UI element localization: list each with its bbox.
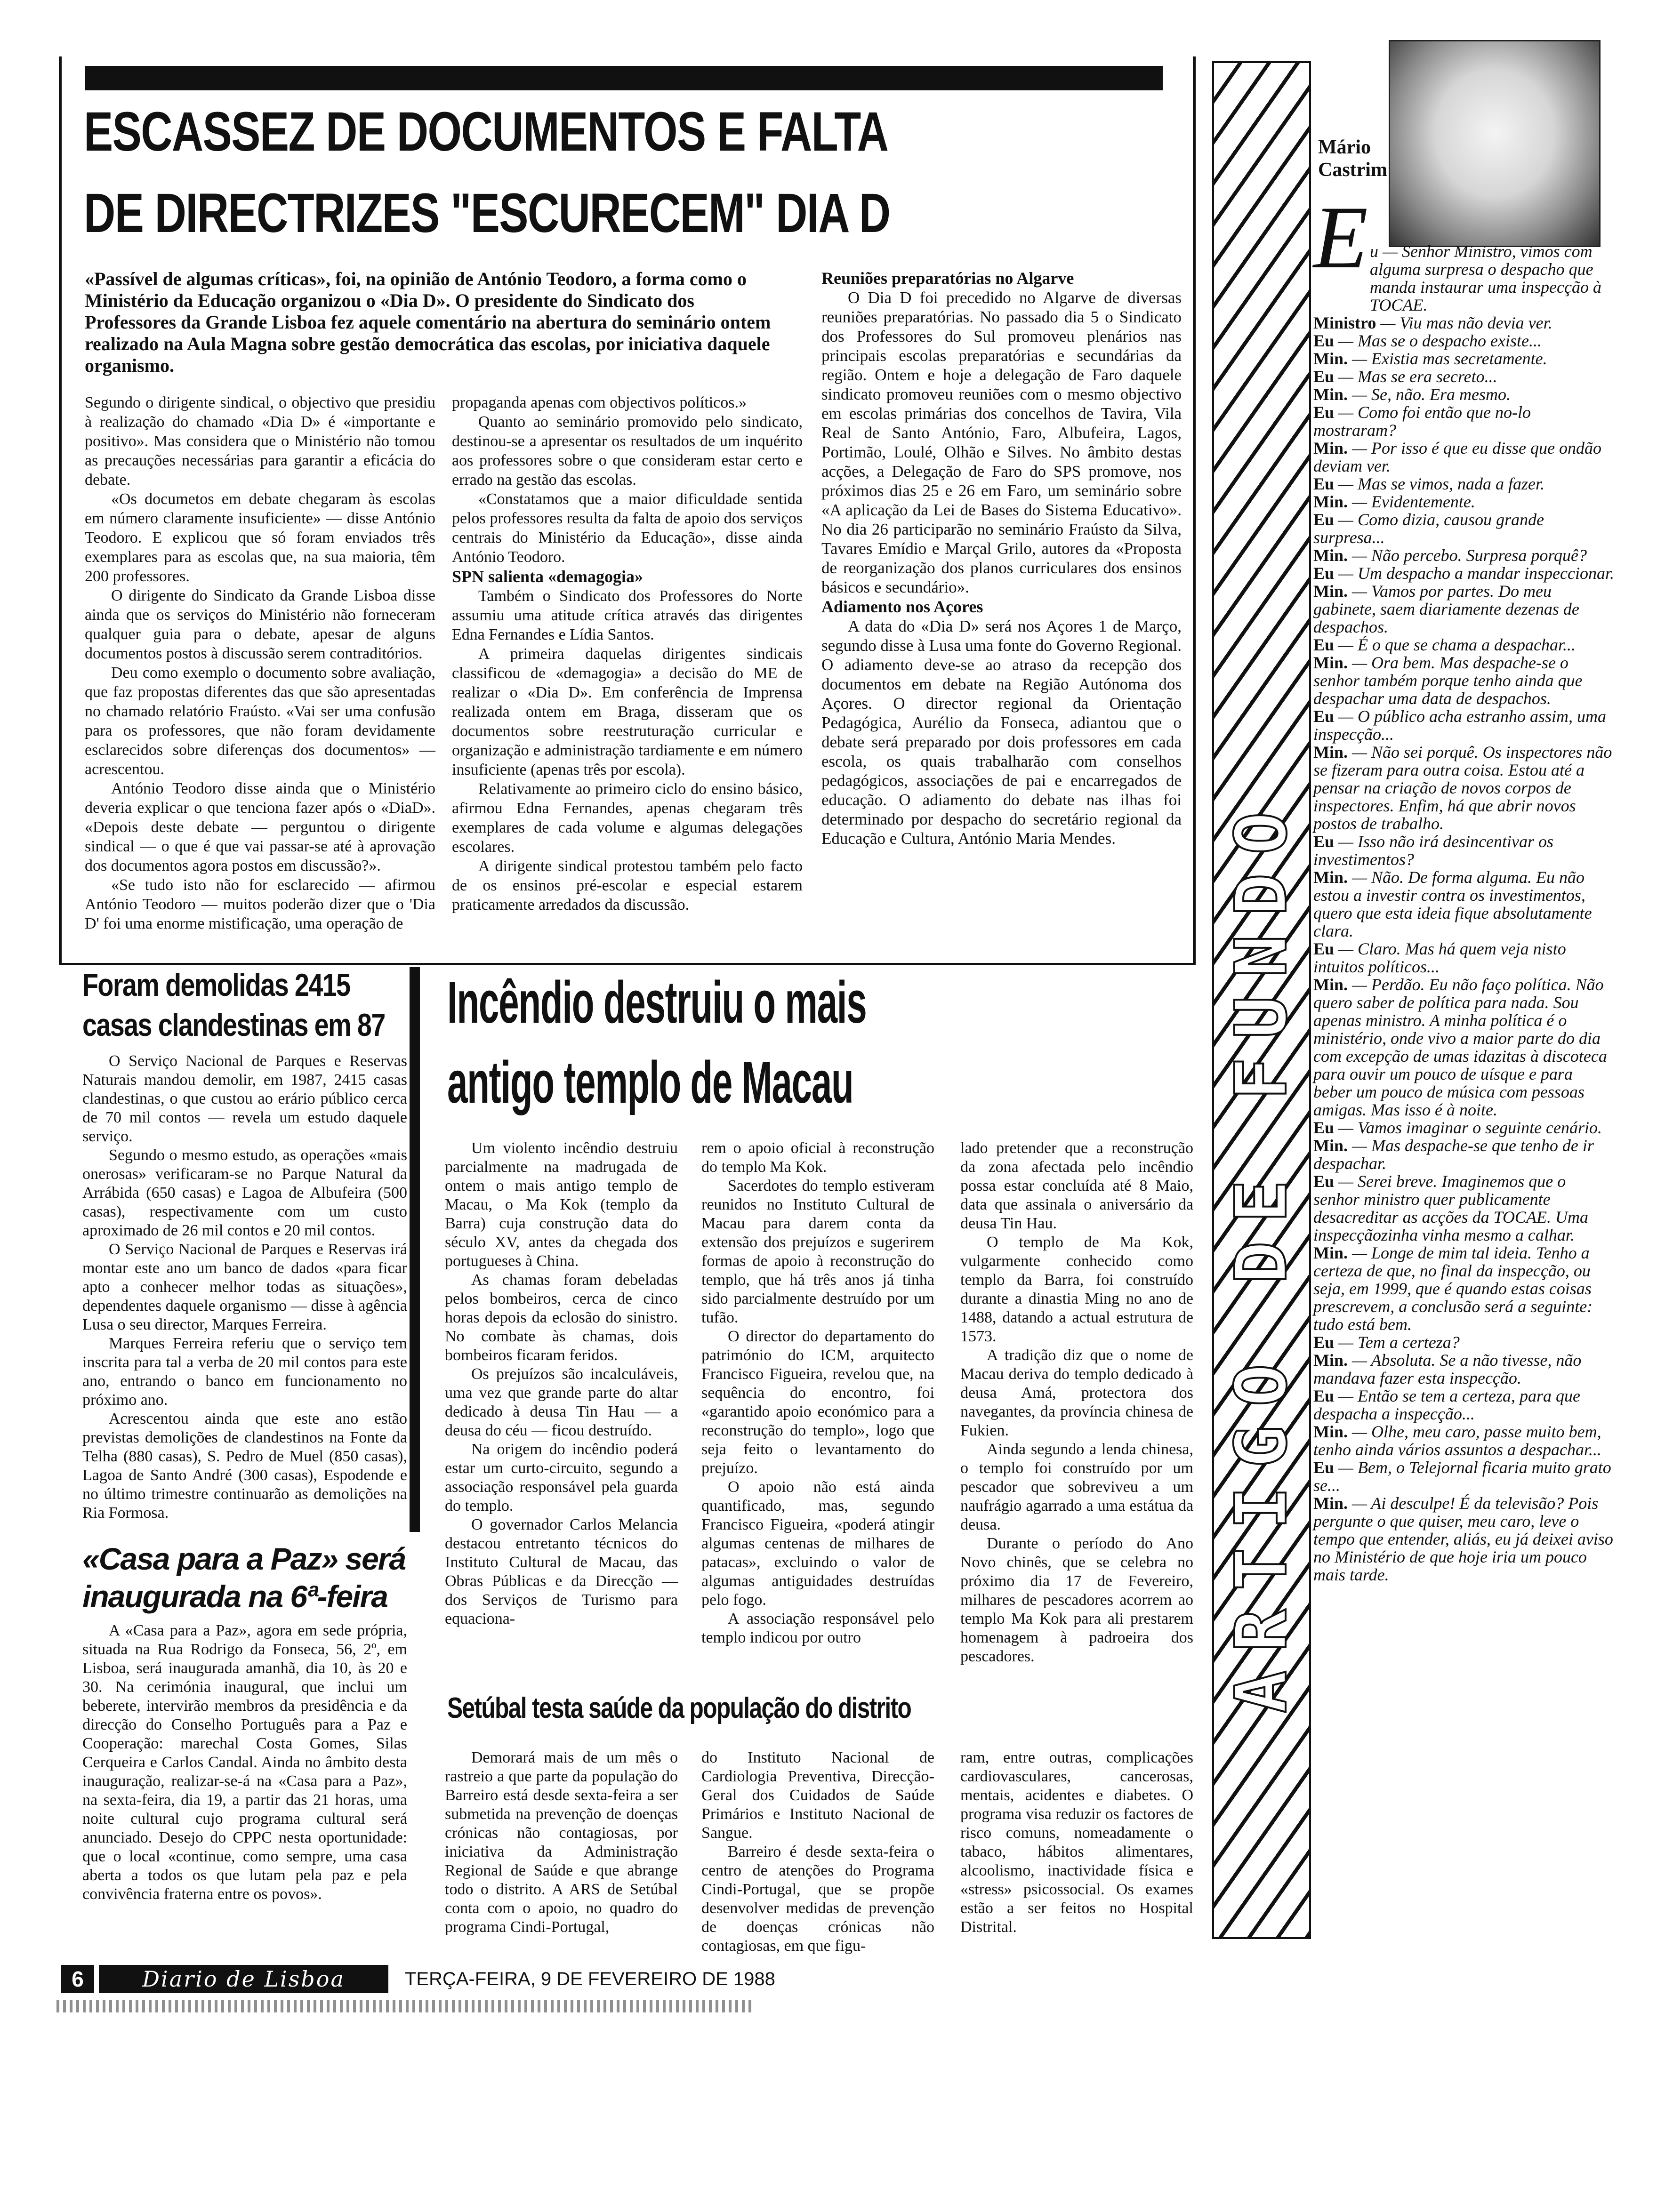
dialogue-line: Eu — Claro. Mas há quem veja nisto intuitos políticos... bbox=[1313, 939, 1566, 976]
paragraph: Um violento incêndio destruiu parcialmente na madrugada de ontem o mais antigo templo de Macau, o Ma Kok (templo da Barra) cuja construção data do século XV, antes da chegada dos portugueses à China. bbox=[445, 1139, 678, 1270]
dialogue-line: Min. — Existia mas secretamente. bbox=[1313, 349, 1547, 368]
paragraph: Sacerdotes do templo estiveram reunidos no Instituto Cultural de Macau para darem conta da extensão dos prejuízos e sugerirem formas de apoio à reconstrução do templo, que há três anos já tinha sido parcialmente destruído por um tufão. bbox=[701, 1177, 934, 1326]
setubal-col-3 bbox=[960, 1748, 1193, 1937]
paragraph: A data do «Dia D» será nos Açores 1 de Março, segundo disse à Lusa uma fonte do Governo Regional. O adiamento deve-se ao atraso da recepção dos documentos em debate na Região Autónoma dos Açores. O director regional da Orientação Pedagógica, Aurélio da Fonseca, adiantou que o debate será preparado por dois professores em cada escola, os quais trabalharão com conselhos pedagógicos, associações de pai e encarregados de educação. O adiamento do debate nas ilhas foi determinado por despacho do secretário regional da Educação e Cultura, António Maria Mendes. bbox=[821, 617, 1182, 848]
dialogue-line: Min. — Absoluta. Se a não tivesse, não mandava fazer esta inspecção. bbox=[1313, 1351, 1582, 1387]
paragraph: propaganda apenas com objectivos políticos.» bbox=[452, 394, 747, 411]
paragraph: Também o Sindicato dos Professores do Norte assumiu uma atitude crítica através das dirigentes Edna Fernandes e Lídia Santos. bbox=[452, 587, 803, 643]
paragraph: As chamas foram debeladas pelos bombeiros, cerca de cinco horas depois da eclosão do sinistro. No combate às chamas, dois bombeiros ficaram feridos. bbox=[445, 1271, 678, 1364]
dialogue-line: Min. — Não sei porquê. Os inspectores não se fizeram para outra coisa. Estou até a pensar na criação de novos corpos de inspectores. Enfim, há que abrir novos postos de trabalho. bbox=[1313, 743, 1612, 833]
dialogue-line: Ministro — Viu mas não devia ver. bbox=[1313, 313, 1552, 332]
artigo-dialogue bbox=[1313, 242, 1615, 1584]
casa-body bbox=[82, 1621, 407, 1904]
paragraph: lado pretender que a reconstrução da zona afectada pelo incêndio possa estar concluída até 8 Maio, data que assinala o aniversário da deusa Tin Hau. bbox=[960, 1139, 1193, 1232]
incendio-headline-line2: antigo templo de Macau bbox=[447, 1049, 853, 1115]
dialogue-line: Eu — Mas se o despacho existe... bbox=[1313, 331, 1542, 350]
author-first-name: Mário bbox=[1318, 136, 1371, 158]
top-col-2 bbox=[452, 393, 803, 914]
paragraph: Segundo o dirigente sindical, o objectivo que presidiu à realização do chamado «Dia D» é «importante e positivo». Mas considera que o Ministério não tomou as precauções necessárias para garantir a eficácia do debate. bbox=[85, 394, 435, 489]
dialogue-line: Min. — Mas despache-se que tenho de ir despachar. bbox=[1313, 1136, 1594, 1173]
masthead: Diario de Lisboa bbox=[99, 1965, 388, 1993]
setubal-headline: Setúbal testa saúde da população do distrito bbox=[447, 1692, 911, 1724]
dialogue-line: Eu — Serei breve. Imaginemos que o senhor ministro quer publicamente desacreditar as acções da TOCAE. Uma inspecçãozinha vinha mesmo a calhar. bbox=[1313, 1172, 1588, 1244]
page-number: 6 bbox=[61, 1965, 94, 1993]
incendio-col-3 bbox=[960, 1139, 1193, 1666]
dialogue-line: Eu — Então se tem a certeza, para que despacha a inspecção... bbox=[1313, 1387, 1580, 1423]
incendio-left-rule bbox=[410, 967, 420, 1532]
paragraph: «Constatamos que a maior dificuldade sentida pelos professores resulta da falta de apoio dos serviços centrais do Ministério da Educação», disse ainda António Teodoro. bbox=[452, 490, 803, 566]
paragraph: ram, entre outras, complicações cardiovasculares, cancerosas, mentais, acidentes e diabetes. O programa visa reduzir os factores de risco comuns, nomeadamente o tabaco, hábitos alimentares, alcoolismo, inactividade física e «stress» psicossocial. Os exames estão a ser feitos no Hospital Distrital. bbox=[960, 1749, 1193, 1936]
paragraph: O dirigente do Sindicato da Grande Lisboa disse ainda que os serviços do Ministério não forneceram qualquer guia para o debate, apesar de alguns documentos postos à discussão serem contraditórios. bbox=[85, 587, 435, 662]
paragraph: Barreiro é desde sexta-feira o centro de atenções do Programa Cindi-Portugal, que se propõe desenvolver medidas de prevenção de doenças crónicas não contagiosas, em que figu- bbox=[701, 1843, 934, 1955]
paragraph: Acrescentou ainda que este ano estão previstas demolições de clandestinos na Fonte da Telha (880 casas), S. Pedro de Muel (850 casas), Lagoa de Santo André (300 casas), Espodende e no último trimestre continuarão as demolições na Ria Formosa. bbox=[82, 1410, 407, 1522]
dialogue-line: Eu — O público acha estranho assim, uma inspecção... bbox=[1313, 707, 1607, 744]
dialogue-line: Eu — Tem a certeza? bbox=[1313, 1333, 1460, 1352]
paragraph: «Os documetos em debate chegaram às escolas em número claramente insuficiente» — disse António Teodoro. E explicou que só foram enviados três exemplares para as escolas que, na sua maioria, têm 200 professores. bbox=[85, 490, 435, 585]
paragraph: Relativamente ao primeiro ciclo do ensino básico, afirmou Edna Fernandes, apenas chegaram três exemplares de cada volume e algumas delegações escolares. bbox=[452, 780, 803, 856]
dialogue-line: Min. — Evidentemente. bbox=[1313, 492, 1475, 511]
paragraph: O governador Carlos Melancia destacou entretanto técnicos do Instituto Cultural de Macau, das Obras Públicas e da Direcção — dos Serviços de Turismo para equaciona- bbox=[445, 1516, 678, 1627]
paragraph: A «Casa para a Paz», agora em sede própria, situada na Rua Rodrigo da Fonseca, 56, 2º, em Lisboa, será inaugurada amanhã, dia 10, às 20 e 30. Na cerimónia inaugural, que inclui um beberete, intervirão membros da presidência e da direcção do Conselho Português para a Paz e Cooperação: marechal Costa Gomes, Silas Cerqueira e Carlos Candal. Ainda no âmbito desta inauguração, realizar-se-á na «Casa para a Paz», na sexta-feira, dia 19, a partir das 21 horas, uma noite cultural cujo programa cultural será anunciado. Desejo do CPPC nesta oportunidade: que o local «continue, como sempre, uma casa aberta a todos os que lutam pela paz e pela convivência fraterna entre os povos». bbox=[82, 1622, 407, 1903]
dialogue-line: Eu — Como foi então que no-lo mostraram? bbox=[1313, 403, 1531, 440]
dialogue-line: Min. — Ai desculpe! É da televisão? Pois pergunte o que quiser, meu caro, leve o tempo que entender, aliás, eu já deixei aviso no Ministério de que hoje iria um pouco mais tarde. bbox=[1313, 1494, 1613, 1584]
paragraph: Os prejuízos são incalculáveis, uma vez que grande parte do altar dedicado à deusa Tin Hau — a deusa do céu — ficou destruído. bbox=[445, 1365, 678, 1439]
dialogue-line: Eu — Como dizia, causou grande surpresa... bbox=[1313, 510, 1544, 547]
dialogue-line: Min. — Longe de mim tal ideia. Tenho a certeza de que, no final da inspecção, ou seja, em 1999, que é quando estas coisas prescrevem, a conclusão será a seguinte: tudo está bem. bbox=[1313, 1243, 1593, 1334]
dialogue-line: Min. — Ora bem. Mas despache-se o senhor também porque tenho ainda que despachar uma data de despachos. bbox=[1313, 653, 1583, 708]
paragraph: O templo de Ma Kok, vulgarmente conhecido como templo da Barra, foi construído durante a dinastia Ming no ano de 1488, datando a actual estrutura de 1573. bbox=[960, 1234, 1193, 1345]
paragraph: Demorará mais de um mês o rastreio a que parte da população do Barreiro está desde sexta-feira a ser submetida na prevenção de doenças crónicas não contagiosas, por iniciativa da Administração Regional de Saúde e que abrange todo o distrito. A ARS de Setúbal conta com o apoio, no quadro do programa Cindi-Portugal, bbox=[445, 1749, 678, 1936]
top-headline-line1: ESCASSEZ DE DOCUMENTOS E FALTA bbox=[84, 101, 888, 163]
incendio-col-1 bbox=[445, 1139, 678, 1628]
dialogue-line: Min. — Olhe, meu caro, passe muito bem, tenho ainda vários assuntos a despachar... bbox=[1313, 1422, 1601, 1459]
author-photo bbox=[1389, 40, 1601, 247]
paragraph: Marques Ferreira referiu que o serviço tem inscrita para tal a verba de 20 mil contos para este ano, entrando o banco em funcionamento no próximo ano. bbox=[82, 1335, 407, 1409]
dialogue-line: Min. — Se, não. Era mesmo. bbox=[1313, 385, 1511, 404]
subheading: Adiamento nos Açores bbox=[821, 597, 983, 616]
paragraph: O Serviço Nacional de Parques e Reservas irá montar este ano um banco de dados «para ficar apto a conhecer melhor todas as situações», dependentes daquele organismo — disse à agência Lusa o seu director, Marques Ferreira. bbox=[82, 1241, 407, 1333]
paragraph: Na origem do incêndio poderá estar um curto-circuito, segundo a associação responsável pela guarda do templo. bbox=[445, 1441, 678, 1515]
paragraph: «Se tudo isto não for esclarecido — afirmou António Teodoro — muitos poderão dizer que o 'Dia D' foi uma enorme mistificação, uma operação de bbox=[85, 876, 435, 932]
paragraph: A tradição diz que o nome de Macau deriva do templo dedicado à deusa Amá, protectora dos navegantes, da província chinesa de Fukien. bbox=[960, 1346, 1193, 1439]
dialogue-line: Eu — Mas se vimos, nada a fazer. bbox=[1313, 474, 1545, 493]
paragraph: Deu como exemplo o documento sobre avaliação, que faz propostas diferentes das que são apresentadas no chamado relatório Fraústo. «Vai ser uma confusão para os professores, que não foram devidamente esclarecidos sobre diferenças dos documentos» — acrescentou. bbox=[85, 664, 435, 778]
top-article-bar bbox=[85, 66, 1163, 90]
footer-rule bbox=[56, 2000, 753, 2012]
paragraph: O director do departamento do património do ICM, arquitecto Francisco Figueira, revelou que, na sequência do encontro, foi «garantido apoio económico para a reconstrução do templo», logo que seja feito o levantamento do prejuízo. bbox=[701, 1328, 934, 1477]
dialogue-line: Eu — Vamos imaginar o seguinte cenário. bbox=[1313, 1118, 1602, 1137]
dialogue-line: Min. — Não percebo. Surpresa porquê? bbox=[1313, 546, 1587, 565]
paragraph: O Serviço Nacional de Parques e Reservas Naturais mandou demolir, em 1987, 2415 casas clandestinas, o que custou ao erário público cerca de 70 mil contos — revela um estudo daquele serviço. bbox=[82, 1052, 407, 1145]
dialogue-line: Min. — Não. De forma alguma. Eu não estou a investir contra os investimentos, quero que esta ideia fique absolutamente clara. bbox=[1313, 868, 1592, 940]
demolidas-body bbox=[82, 1052, 407, 1523]
setubal-col-1 bbox=[445, 1748, 678, 1937]
dialogue-line: Eu — Mas se era secreto... bbox=[1313, 367, 1497, 386]
dialogue-line: Eu — Bem, o Telejornal ficaria muito grato se... bbox=[1313, 1458, 1611, 1495]
setubal-col-2 bbox=[701, 1748, 934, 1956]
paragraph: Ainda segundo a lenda chinesa, o templo foi construído por um pescador que sobreviveu a um naufrágio agarrado a uma estátua da deusa. bbox=[960, 1441, 1193, 1533]
author-last-name: Castrim bbox=[1318, 159, 1387, 181]
paragraph: A associação responsável pelo templo indicou por outro bbox=[701, 1610, 934, 1646]
dropcap: E bbox=[1313, 188, 1368, 287]
dialogue-line: Min. — Perdão. Eu não faço política. Não quero saber de política para nada. Sou apenas ministro. A minha política é o ministério, onde vivo a maior parte do dia com excepção de umas idazitas à discoteca para ouvir um pouco de uísque e para beber um pouco de música com pessoas amigas. Mas isso é à noite. bbox=[1313, 975, 1607, 1119]
dialogue-line: Eu — Isso não irá desincentivar os investimentos? bbox=[1313, 832, 1554, 869]
paragraph: O apoio não está ainda quantificado, mas, segundo Francisco Figueira, «poderá atingir algumas centenas de milhares de patacas», excluindo o valor de algumas antiguidades destruídas pelo fogo. bbox=[701, 1478, 934, 1609]
demolidas-headline-line1: Foram demolidas 2415 bbox=[82, 967, 350, 1003]
dialogue-line: u — Senhor Ministro, vimos com alguma surpresa o despacho que manda instaurar uma inspecção à TOCAE. bbox=[1370, 242, 1601, 314]
paragraph: Quanto ao seminário promovido pelo sindicato, destinou-se a apresentar os resultados de um inquérito aos professores sobre o que consideram estar certo e errado na gestão das escolas. bbox=[452, 413, 803, 489]
subheading: Reuniões preparatórias no Algarve bbox=[821, 269, 1074, 288]
dialogue-line: Eu — Um despacho a mandar inspeccionar. bbox=[1313, 564, 1614, 583]
paragraph: rem o apoio oficial à reconstrução do templo Ma Kok. bbox=[701, 1139, 934, 1176]
top-col-3 bbox=[821, 268, 1182, 848]
incendio-headline-line1: Incêndio destruiu o mais bbox=[447, 969, 867, 1035]
paragraph: O Dia D foi precedido no Algarve de diversas reuniões preparatórias. No passado dia 5 o Sindicato dos Professores do Sul promoveu plenários nas principais escolas preparatórias e secundárias da região. Ontem e hoje a delegação de Faro daquele sindicato promoveu reuniões com o mesmo objectivo em escolas primárias dos concelhos de Tavira, Vila Real de Santo António, Faro, Albufeira, Lagos, Portimão, Loulé, Olhão e Silves. No âmbito destas acções, a Delegação de Faro do SPS promove, nos próximos dias 25 e 26 em Faro, um seminário sobre «A aplicação da Lei de Bases do Sistema Educativo». No dia 26 participarão no seminário Fraústo da Silva, Tavares Emídio e Marçal Grilo, autores da «Proposta de reorganização dos planos curriculares dos ensinos básicos e secundário». bbox=[821, 289, 1182, 596]
casa-headline-line2: inaugurada na 6ª-feira bbox=[82, 1579, 387, 1614]
paragraph: António Teodoro disse ainda que o Ministério deveria explicar o que tenciona fazer após o «DiaD». «Depois deste debate — perguntou o dirigente sindical — o que é que vai passar-se até à aprovação dos documentos agora postos em discussão?». bbox=[85, 780, 435, 874]
paragraph: do Instituto Nacional de Cardiologia Preventiva, Direcção-Geral dos Cuidados de Saúde Primários e Instituto Nacional de Sangue. bbox=[701, 1749, 934, 1842]
dialogue-line: Min. — Vamos por partes. Do meu gabinete, saem diariamente dezenas de despachos. bbox=[1313, 582, 1579, 636]
top-col-1 bbox=[85, 393, 435, 933]
dialogue-line: Min. — Por isso é que eu disse que ondão deviam ver. bbox=[1313, 439, 1601, 475]
issue-date: TERÇA-FEIRA, 9 DE FEVEREIRO DE 1988 bbox=[405, 1969, 775, 1989]
paragraph: A dirigente sindical protestou também pelo facto de os ensinos pré-escolar e especial estarem praticamente arredados da discussão. bbox=[452, 858, 803, 914]
subheading: SPN salienta «demagogia» bbox=[452, 567, 643, 586]
dialogue-line: Eu — É o que se chama a despachar... bbox=[1313, 635, 1576, 654]
paragraph: A primeira daquelas dirigentes sindicais classificou de «demagogia» a decisão do ME de realizar o «Dia D». Em conferência de Imprensa realizada ontem em Braga, disseram que os documentos sobre reestruturação curricular e organização e administração tardiamente e em número insuficiente (apenas três por escola). bbox=[452, 645, 803, 778]
top-lede: «Passível de algumas críticas», foi, na opinião de António Teodoro, a forma como o Ministério da Educação organizou o «Dia D». O presidente do Sindicato dos Professores da Grande Lisboa fez aquele comentário na abertura do seminário ontem realizado na Aula Magna sobre gestão democrática das escolas, por iniciativa daquele organismo. bbox=[85, 268, 771, 376]
top-headline-line2: DE DIRECTRIZES "ESCURECEM" DIA D bbox=[84, 182, 890, 244]
incendio-col-2 bbox=[701, 1139, 934, 1647]
artigo-vertical-title: ARTIGO DE FUNDO bbox=[1221, 793, 1303, 1713]
casa-headline-line1: «Casa para a Paz» será bbox=[82, 1541, 406, 1576]
paragraph: Durante o período do Ano Novo chinês, que se celebra no próximo dia 17 de Fevereiro, milhares de pescadores acorrem ao templo Ma Kok para ali prestarem homenagem à padroeira dos pescadores. bbox=[960, 1535, 1193, 1665]
demolidas-headline-line2: casas clandestinas em 87 bbox=[82, 1007, 385, 1043]
paragraph: Segundo o mesmo estudo, as operações «mais onerosas» verificaram-se no Parque Natural da Arrábida (650 casas) e Lagoa de Albufeira (500 casas), respectivamente com um custo aproximado de 26 mil contos e 20 mil contos. bbox=[82, 1146, 407, 1239]
